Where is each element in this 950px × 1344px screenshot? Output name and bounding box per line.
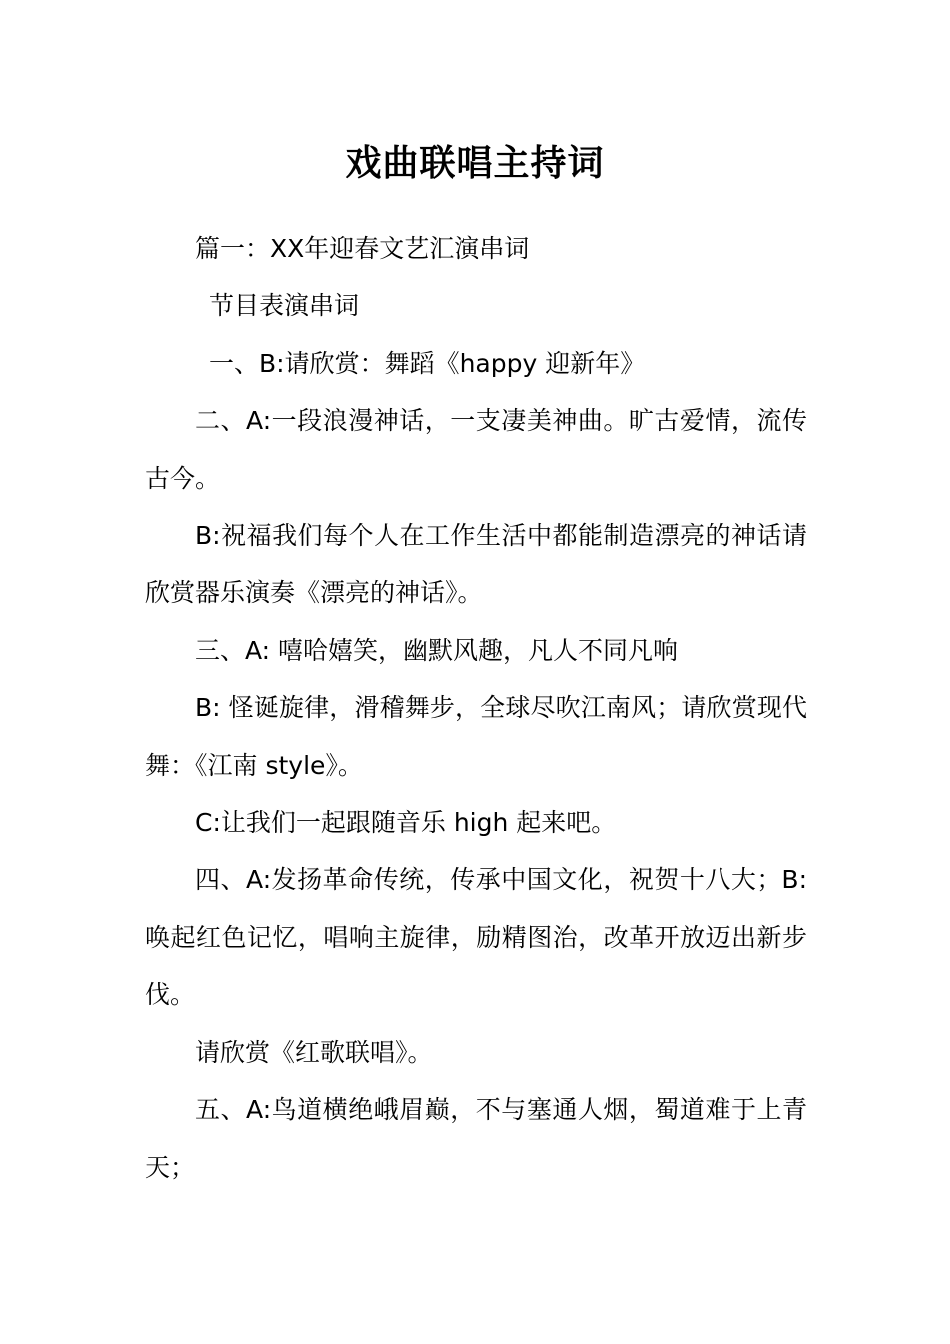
paragraph-chapter-heading: 篇一：XX年迎春文艺汇演串词 xyxy=(195,234,530,263)
paragraph-item-2a: 二、A:一段浪漫神话，一支凄美神曲。旷古爱情，流传古今。 xyxy=(145,406,807,493)
document-title: 戏曲联唱主持词 xyxy=(345,143,605,184)
document-body xyxy=(145,220,807,1196)
paragraph-item-4b: 请欣赏《红歌联唱》。 xyxy=(195,1037,433,1067)
paragraph-item-3b: B: 怪诞旋律，滑稽舞步，全球尽吹江南风；请欣赏现代舞：《江南 style》。 xyxy=(145,693,807,780)
paragraph-item-3c: C:让我们一起跟随音乐 high 起来吧。 xyxy=(195,808,617,838)
paragraph-item-2b: B:祝福我们每个人在工作生活中都能制造漂亮的神话请欣赏器乐演奏《漂亮的神话》。 xyxy=(145,521,807,608)
paragraph-item-1: 一、B:请欣赏：舞蹈《happy 迎新年》 xyxy=(209,348,646,378)
paragraph-item-4a: 四、A:发扬革命传统，传承中国文化，祝贺十八大；B:唤起红色记忆，唱响主旋律，励精图治，改革开放迈出新步伐。 xyxy=(145,865,807,1010)
paragraph-item-3a: 三、A: 嘻哈嬉笑，幽默风趣，凡人不同凡响 xyxy=(195,635,679,665)
paragraph-program-heading: 节目表演串词 xyxy=(209,291,360,321)
paragraph-item-5a: 五、A:鸟道横绝峨眉巅，不与塞通人烟，蜀道难于上青天； xyxy=(145,1095,807,1182)
